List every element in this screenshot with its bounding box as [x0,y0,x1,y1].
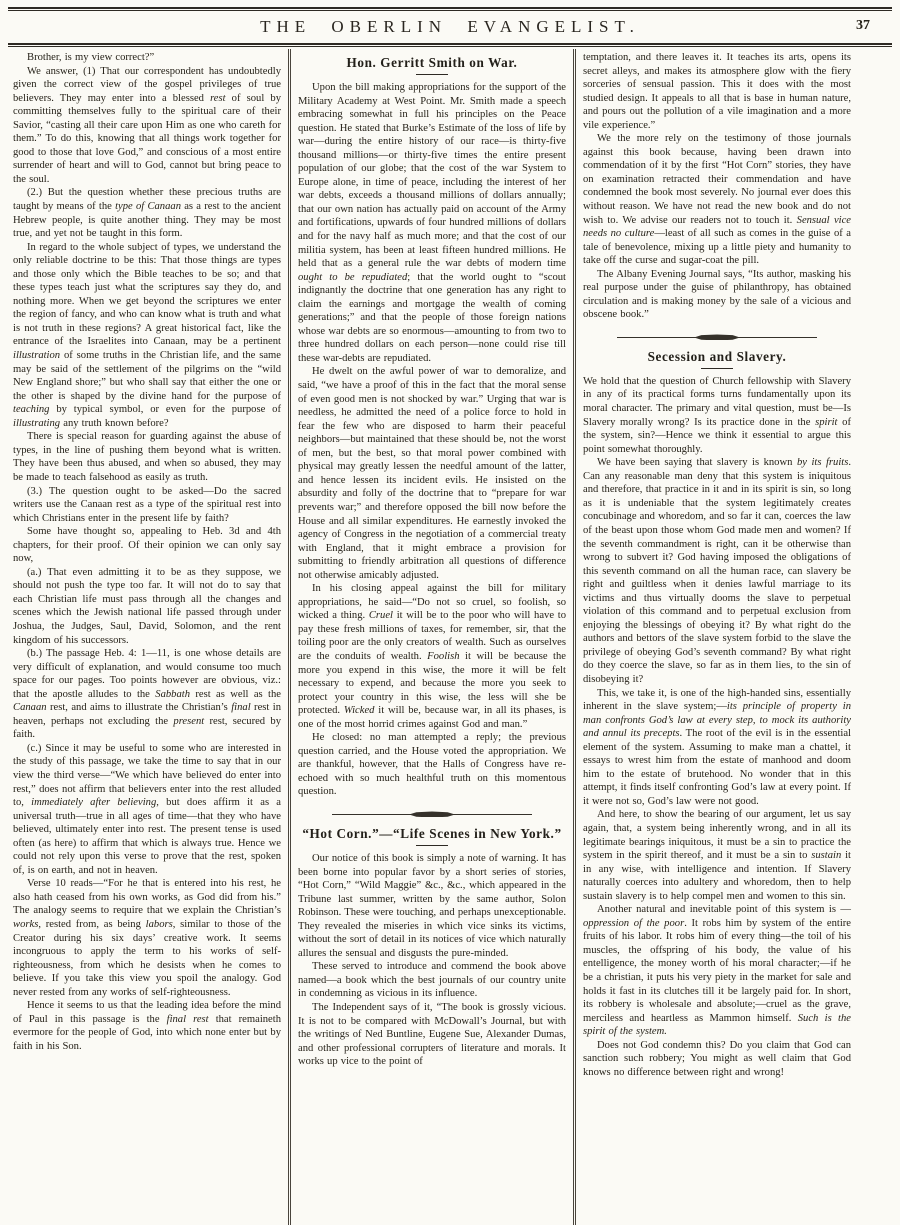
column-divider-rule [288,49,291,1225]
article-paragraph: These served to introduce and commend the book above named—a book which the best journals of our country unite in condemning as vicious in its influence. [298,961,566,1000]
article-paragraph: We hold that the question of Church fellowship with Slavery in any of its practical forms turns fundamentally upon its moral character. The primary and vital question, must be—Is Slavery morally wrong? Is its practice done in the spirit of the system, sin?—Hence we think it essential to argue this point somewhat thoroughly. [583,375,851,455]
article-paragraph: temptation, and there leaves it. It teaches its arts, opens its secret alleys, and makes its atmosphere glow with the fiery sorceries of sensual passion. This it does with the most studied design. It appeals to all that is base in human nature, and pours out the pollution of a vile imagination and a more vile experience.” [583,52,851,131]
article-paragraph: And here, to show the bearing of our argument, let us say again, that, a system being inherently wrong, and in all its legitimate bearings iniquitous, it must be a sin to practice the system in the spirit thereof, and it must be a sin to sustain it in any wise, with intelligence and intention. If Slavery naturally coerces into adultery and whoredom, then to help sustain slavery is to help compel men and women to this sin. [583,809,851,902]
heading-rule [416,845,448,846]
article-paragraph: Verse 10 reads—“For he that is entered into his rest, he also hath ceased from his own works, as God did from his.” The analogy seems to require that we explain the Christian’s works, rested from, as being labors, similar to those of the Creator during his six days’ creative work. It seems incongruous to apply the term to his works of self-righteousness, from which he desists when he comes to believe. If you take this view you spoil the analogy. God never rested from any works of self-righteousness. [13,878,281,998]
article-paragraph: We the more rely on the testimony of those journals against this book because, having been drawn into commendation of it by the first “Hot Corn” stories, they have on examination retracted their commendation and have condemned the book most severely. No journal ever does this without reason. We have not read the new book and do not wish to. We advise our readers not to touch it. Sensual vice needs no culture—least of all such as comes in the guise of a tale of benevolence, mixing up a little piety and humanity to take off the curse and sugar-coat the pill. [583,133,851,267]
page-number: 37 [856,18,870,33]
article-paragraph: In regard to the whole subject of types, we understand the only reliable doctrine to be this: That those things are types and those only which the Bible teaches to be so; and that these types teach just what the scriptures say they do, and nothing more. When we get beyond the scriptures we enter the region of fancy, and who can know what is truth and what is not truth in these regions? A great historical fact, like the entrance of the Israelites into Canaan, may be a pertinent illustration of some truths in the Christian life, and the same may be said of the settlement of the pilgrims on the “wild New England shore;” but who shall say that either the one or the other is shaped by the divine hand for the purpose of teaching by typical symbol, or even for the purpose of illustrating any truth known before? [13,241,281,429]
article-paragraph: Does not God condemn this? Do you claim that God can sanction such robbery; You might as well claim that God knows no difference between right and wrong! [583,1039,851,1078]
column-divider-rule [573,49,576,1225]
article-paragraph: (3.) The question ought to be asked—Do the sacred writers use the Canaan rest as a type of the spiritual rest into which Christians enter in the present life by faith? [13,485,281,524]
masthead-title: THE OBERLIN EVANGELIST. [260,17,640,36]
article-heading: Hon. Gerritt Smith on War. [346,55,518,70]
article-paragraph: Upon the bill making appropriations for the support of the Military Academy at West Point. Mr. Smith made a speech embracing somewhat in full his principles on the Peace question. He stated that Burke’s Estimate of the loss of life by war—during the entire history of our race—is thirty-five thousand millions—or thirty-five times the entire present population of our globe; that the cost of the war System to Europe alone, in time of peace, including the interest of her war debts, exceeds a thousand millions of dollars annually; that our own nation has actually paid on account of the Army and fortifications, upwards of four hundred millions of dollars and for the navy half as much more; and that the cost of our militia system, has been at least fifteen hundred millions. He held that as a general rule the war debts of modern time ought to be repudiated; that the world ought to “scout indignantly the doctrine that one generation has any right to claim the earnings and mortgage the wealth of coming generations;” and that the people of those foreign nations whose war debts are so enormous—amounting to from two to three hundred dollars on each person—none could rise till these war-debts are repudiated. [298,82,566,364]
article-divider [617,333,817,342]
article-paragraph: He dwelt on the awful power of war to demoralize, and said, “we have a proof of this in the fact that the moral sense of even good men is not shocked by war.” Urging that war is needless, he admitted the need of a police force to hold in fear the few who are disposed to harm their peaceful neighbors—but maintained that these should be, not the worst of men, but the best, so that moral power combined with physical may greatly lessen the needful amount of the latter, and hence lessen its incident evils. He insisted on the absurdity and folly of the doctrine that to “prepare for war prevents war;” and therefore opposed the bill now before the House and all similar expenditures. He earnestly invoked the agency of Congress in the negotiation of a commercial treaty with England, that it might embrace a provision for submitting to friendly arbitration all questions of difference not otherwise amicably adjusted. [298,366,566,581]
column-middle [292,49,572,1225]
article-paragraph: (a.) That even admitting it to be as they suppose, we should not push the type too far. It will not do to say that each Christian life must pass through all the changes and scenes which the Jewish national life passed through under Joshua, the Judges, Saul, David, Solomon, and the rent kingdom of his successors. [13,566,281,646]
article-paragraph: The Albany Evening Journal says, “Its author, masking his real purpose under the guise of philanthropy, has obtained circulation and is making money by the sale of a vicious and obscene book.” [583,268,851,321]
column-right [577,49,857,1225]
diamond-icon [694,334,740,340]
article-heading: Secession and Slavery. [647,348,787,364]
article-paragraph: Our notice of this book is simply a note of warning. It has been borne into popular favor by a short series of stories, “Hot Corn,” “Wild Maggie” &c., &c., which appeared in the Tribune last summer, written by the same author, Solon Robinson. These were touching, and perhaps unexceptionable. They revealed the miseries in which vice sinks its victims, without the sort of detail in its notices of vice which naturally allures the sensual and disgusts the pure-minded. [298,852,566,959]
column-left [7,49,287,1225]
column-layout [0,47,900,1225]
article-paragraph: There is special reason for guarding against the abuse of types, in the line of pushing them beyond what is written. They have been thus abused, and when so abused, they may be made to teach falsehood as easily as truth. [13,431,281,483]
article-paragraph: (2.) But the question whether these precious truths are taught by means of the type of Canaan as a rest to the ancient Hebrew people, is quite another thing. They may be most true, and yet not be taught in this form. [13,187,282,240]
article-paragraph: (c.) Since it may be useful to some who are interested in the study of this passage, we take the time to say that in our view the third verse—“We which have believed do enter into rest,” does not affirm that believers enter into the rest alluded to, immediately after believing, but does affirm it as a universal truth—true in all ages of time—that they who have believed, ultimately enter into rest. The present tense is used often (as here) to affirm that which is always true. Hence we could not rely upon this verse to prove that the rest, spoken of, is on earth, and not in heaven. [13,742,282,876]
article-paragraph: Another natural and inevitable point of this system is —oppression of the poor. It robs him by system of the entire fruits of his labor. It robs him of every thing—the toil of his muscles, the offspring of his body, the value of his entelligence, the money worth of his moral character;—if he be a christian, it puts his very piety in the market for sale and holds it fast in its clutches till it be largely paid for. In short, its robbery is wholesale and absolute;—cruel as the grave, merciless and heartless as Mammon himself. Such is the spirit of the system. [583,904,852,1038]
heading-rule [701,368,733,369]
article-paragraph: He closed: no man attempted a reply; the previous question carried, and the House voted the appropriation. We are thankful, however, that the Halls of Congress have re-echoed with so much healthful truth on this momentous question. [298,732,566,798]
article-paragraph: We answer, (1) That our correspondent has undoubtedly given the correct view of the gospel privileges of true believers. They may enter into a blessed rest of soul by committing themselves fully to the spiritual care of their Savior, “casting all their care upon Him as one who careth for them.” To do this, knowing that all things work together for good to those that love God,” and conscious of a most entire surrender of heart and will to God, cannot but bring peace to the soul. [13,65,281,185]
article-paragraph: Some have thought so, appealing to Heb. 3d and 4th chapters, for their proof. Of their opinion we can only say now, [13,526,281,565]
diamond-icon [409,811,455,817]
article-heading: “Hot Corn.”—“Life Scenes in New York.” [302,825,562,841]
article-paragraph: Hence it seems to us that the leading idea before the mind of Paul in this passage is the final rest that remaineth evermore for the people of God, into which none enter but by faith in his Son. [13,1000,281,1052]
article-paragraph: (b.) The passage Heb. 4: 1—11, is one whose details are very difficult of explanation, and would consume too much space for our pages. Too points however are obvious, viz.: that the apostle alludes to the Sabbath rest as well as the Canaan rest, and aims to illustrate the Christian’s final rest in heaven, perhaps not excluding the present rest, secured by faith. [13,648,282,741]
article-paragraph: In his closing appeal against the bill for military appropriations, he said—“Do not so cruel, so foolish, so wicked a thing. Cruel it will be to the poor who will have to pay these fresh millions of taxes, for remember, sir, that the toiling poor are the only creators of wealth. Such as ourselves are the conduits of wealth. Foolish it will be because the more you expend in this wise, the more it will be felt necessary to expend, and because the more you seek to protect your country in this wise, the less will she be protected. Wicked it will be, because war, in all its phases, is one of the most horrid crimes against God and man.” [298,583,566,730]
article-paragraph: Brother, is my view correct?” [27,52,155,63]
article-paragraph: We have been saying that slavery is known by its fruits. Can any reasonable man deny that this system is iniquitous and therefore, that practice in it and in its spirit is sin, so long as it is undeniable that the system legitimately creates concubinage and whoredom, and so far it can, coerces the law of the beast upon those whom God made men and women? If the seventh commandment is right, can it be otherwise than wrong to subvert it? God having imposed the obligations of this seventh command on all the human race, can slavery be right and guiltless when it denies lawful marriage to its victims and thus virtually dooms the slave to perpetual violation of this command and to perpetual exclusion from enjoying the blessings of obeying it? By what right do the authors and bettors of the slave system forbid to the slave the privilege of obeying God’s seventh command? By what right do they coerce the slave, so far as in them lies, to the sin of disobeying it? [583,457,851,685]
page-header [0,0,900,47]
article-divider [332,810,532,819]
heading-rule [416,74,448,75]
article-paragraph: This, we take it, is one of the high-handed sins, essentially inherent in the slave system;—its principle of property in man confronts God’s law at every step, to mock its authority and annul its precepts. The root of the evil is in the essential element of the system. Assuming to make man a chattel, it essays to wrest him from the estate of manhood and doom him to the estate of brutehood. No wonder that in this attempt, it finds itself confronting God’s law at every point. If it were not so, God’s law were not good. [583,687,852,807]
article-paragraph: The Independent says of it, “The book is grossly vicious. It is not to be compared with McDowall’s Journal, but with the writings of Ned Buntline, Eugene Sue, Alexander Dumas, and other professional corrupters of literature and morals. It works up vice to the point of [298,1002,566,1068]
masthead-row [8,11,892,43]
